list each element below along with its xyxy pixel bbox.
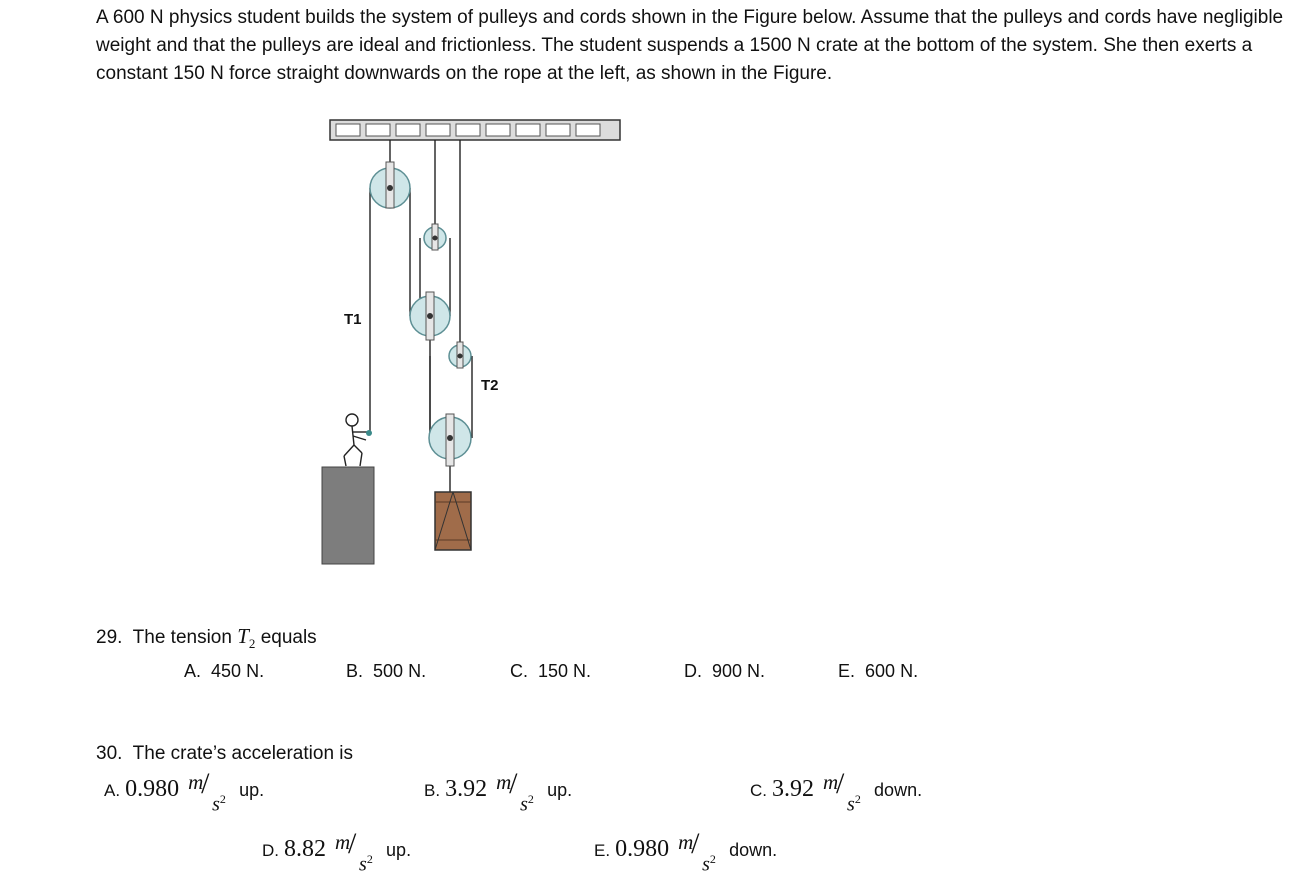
pulley-middle [410,292,450,340]
crate [435,492,471,550]
q30-option-d[interactable]: D. 8.82 m / $s^2$ up. [262,827,412,876]
question-29 [96,624,317,656]
pulley-bottom [429,414,471,466]
pulley-small-1 [424,224,446,250]
unit-m-per-s2: m / $s^2$ [823,767,861,816]
q29-option-d[interactable]: D. 900 N. [684,661,766,681]
t1-label: T1 [344,311,362,328]
q29-option-a[interactable]: A. 450 N. [184,661,265,681]
q30-option-b[interactable]: B. 3.92 m / $s^2$ up. [424,767,573,816]
question-number: 30. [96,743,123,764]
unit-m-per-s2: m / $s^2$ [678,827,716,876]
tension-symbol: $T_2$ [237,624,256,652]
pulley-small-2 [449,342,471,368]
unit-m-per-s2: m / $s^2$ [496,767,534,816]
question-text: The crate’s acceleration is [132,743,354,764]
t2-label: T2 [481,377,499,394]
unit-m-per-s2: m / $s^2$ [188,767,226,816]
q29-option-e[interactable]: E. 600 N. [838,661,919,681]
question-number: 29. [96,627,123,648]
pulley-top [370,162,410,208]
q30-option-a[interactable]: A. 0.980 m / $s^2$ up. [104,767,265,816]
q29-option-b[interactable]: B. 500 N. [346,661,427,681]
student-figure [344,414,372,466]
unit-m-per-s2: m / $s^2$ [335,827,373,876]
q30-option-e[interactable]: E. 0.980 m / $s^2$ down. [594,827,778,876]
pulley-figure [300,110,640,570]
q29-option-c[interactable]: C. 150 N. [510,661,592,681]
problem-intro: A 600 N physics student builds the system of pulleys and cords shown in the Figure below. Assume that the pulleys and cords have negligible weight and that the pulleys are ideal and frictionless. The student suspends a 1500 N crate at the bottom of the system. She then exerts a constant 150 N force straight downwards on the rope at the left, as shown in the Figure. [96,7,1284,84]
question-text: equals [260,627,317,648]
ceiling-beam [330,120,620,140]
question-text: The tension [132,627,232,648]
question-30 [96,742,353,766]
q30-option-c[interactable]: C. 3.92 m / $s^2$ down. [750,767,923,816]
standing-block [322,467,374,564]
